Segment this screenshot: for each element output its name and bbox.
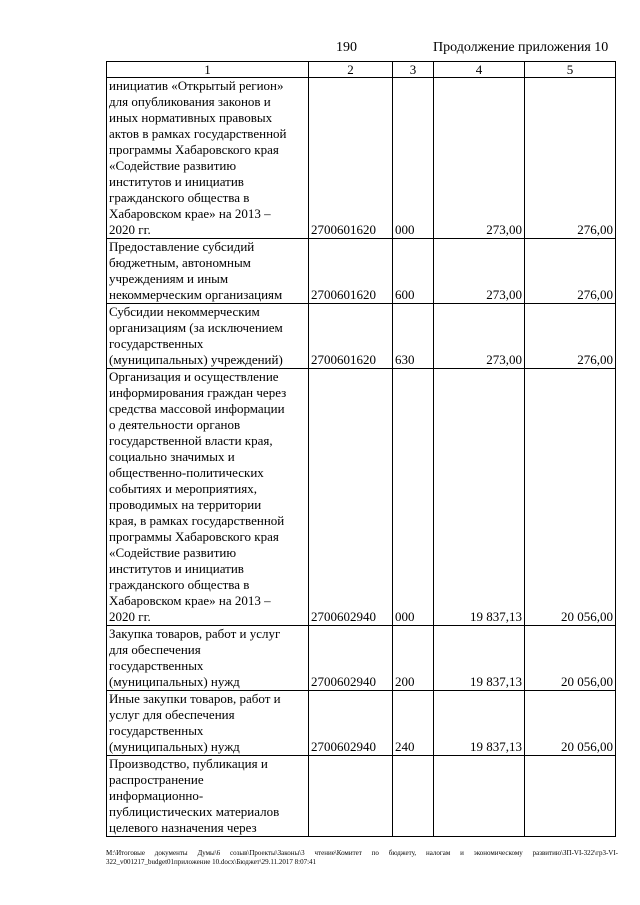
row-description: Закупка товаров, работ и услуг для обеспечения государственных (муниципальных) нужд [107,626,309,691]
table-header [107,62,616,78]
target-article-code: 2700601620 [309,78,393,239]
table-row [107,304,616,369]
column-header: 5 [525,62,616,78]
amount-col5: 276,00 [525,78,616,239]
column-header: 1 [107,62,309,78]
column-header: 4 [434,62,525,78]
expense-type-code: 000 [393,369,434,626]
amount-col5: 20 056,00 [525,626,616,691]
amount-col5: 276,00 [525,239,616,304]
expense-type-code: 240 [393,691,434,756]
amount-col4: 19 837,13 [434,691,525,756]
table-row [107,239,616,304]
target-article-code: 2700602940 [309,691,393,756]
row-description: инициатив «Открытый регион» для опубликования законов и иных нормативных правовых актов в рамках государственной программы Хабаровского края «Содействие развитию институтов и инициатив гражданского общества в Хабаровском крае» на 2013 – 2020 гг. [107,78,309,239]
amount-col5: 276,00 [525,304,616,369]
table-row [107,756,616,837]
amount-col5: 20 056,00 [525,691,616,756]
expense-type-code: 000 [393,78,434,239]
row-description: Иные закупки товаров, работ и услуг для обеспечения государственных (муниципальных) нужд [107,691,309,756]
amount-col5 [525,756,616,837]
row-description: Производство, публикация и распространение информационно- публицистических материалов целевого назначения через [107,756,309,837]
amount-col5: 20 056,00 [525,369,616,626]
row-description: Организация и осуществление информирования граждан через средства массовой информации о деятельности органов государственной власти края, социально значимых и общественно-политических событиях и мероприятиях, проводимых на территории края, в рамках государственной программы Хабаровского края «Содействие развитию институтов и инициатив гражданского общества в Хабаровском крае» на 2013 – 2020 гг. [107,369,309,626]
amount-col4: 19 837,13 [434,369,525,626]
target-article-code: 2700601620 [309,304,393,369]
appendix-label: Продолжение приложения 10 [433,40,609,55]
amount-col4: 273,00 [434,78,525,239]
target-article-code [309,756,393,837]
amount-col4: 19 837,13 [434,626,525,691]
expense-type-code: 630 [393,304,434,369]
amount-col4: 273,00 [434,304,525,369]
expense-type-code: 600 [393,239,434,304]
row-description: Предоставление субсидий бюджетным, автономным учреждениям и иным некоммерческим организациям [107,239,309,304]
expense-type-code [393,756,434,837]
target-article-code: 2700602940 [309,369,393,626]
file-path-footer: M:\Итоговые документы Думы\6 созыв\Проекты\Законы\3 чтение\Комитет по бюджету, налогам и экономическому развитию\ЗП-VI-322\гр3-VI-322_v001217_budget01приложение 10.docx\Бюджет\29.11.2017 8:07:41 [106,849,618,866]
target-article-code: 2700602940 [309,626,393,691]
table-row [107,369,616,626]
budget-table [106,61,616,837]
target-article-code: 2700601620 [309,239,393,304]
table-row [107,691,616,756]
column-header: 3 [393,62,434,78]
amount-col4: 273,00 [434,239,525,304]
table-row [107,78,616,239]
column-header: 2 [309,62,393,78]
expense-type-code: 200 [393,626,434,691]
amount-col4 [434,756,525,837]
page-number: 190 [336,40,357,55]
row-description: Субсидии некоммерческим организациям (за исключением государственных (муниципальных) учреждений) [107,304,309,369]
table-row [107,626,616,691]
